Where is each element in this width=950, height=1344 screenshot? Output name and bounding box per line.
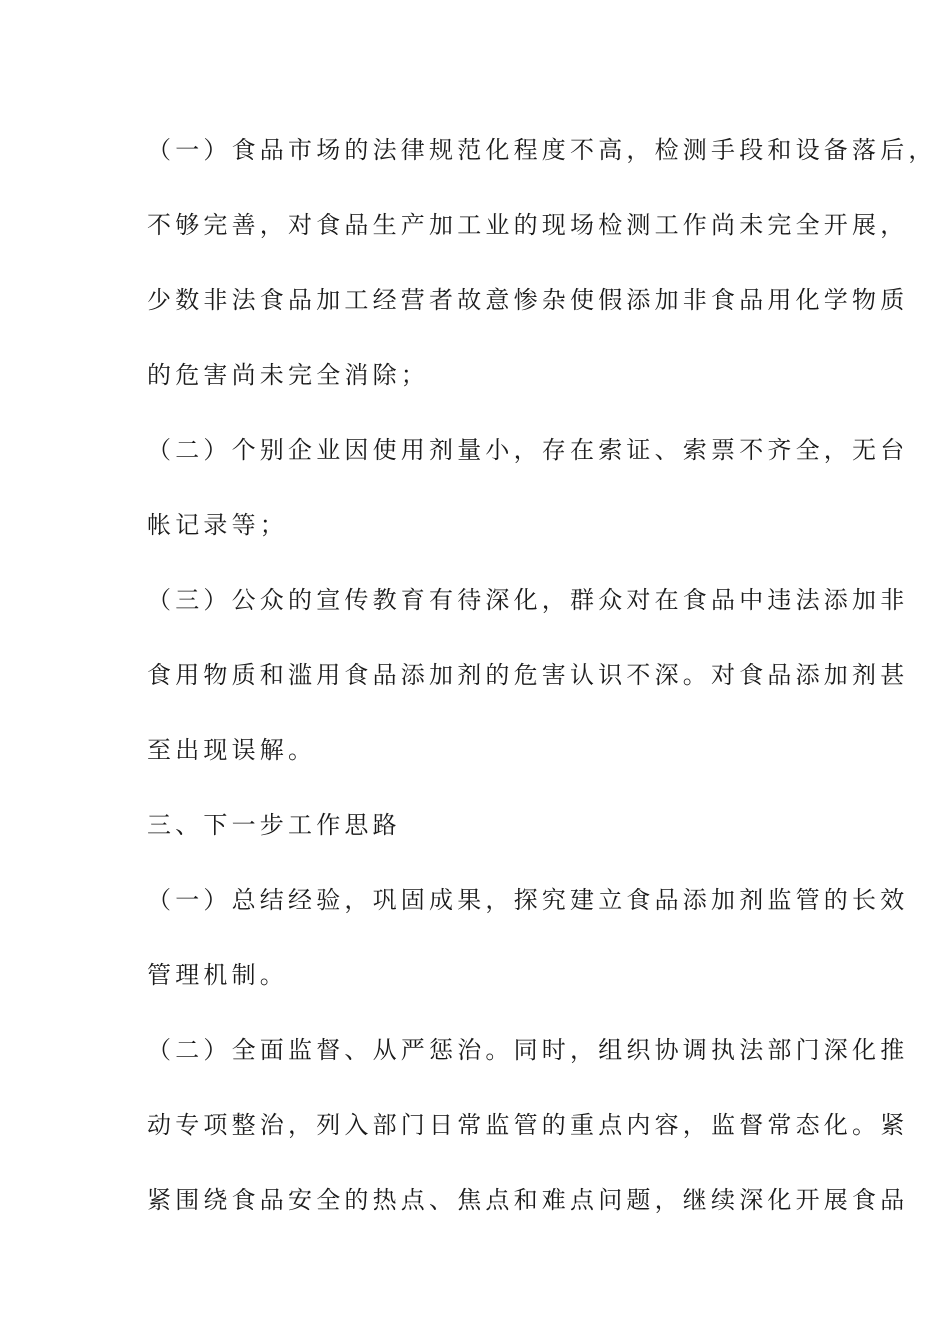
text-line: 动专项整治，列入部门日常监管的重点内容，监督常态化。紧 — [147, 1111, 909, 1139]
text-line: 的危害尚未完全消除； — [147, 361, 429, 389]
text-line: 至出现误解。 — [147, 736, 317, 764]
text-line: 少数非法食品加工经营者故意惨杂使假添加非食品用化学物质 — [147, 286, 909, 314]
text-line: （一）食品市场的法律规范化程度不高，检测手段和设备落后， — [147, 136, 937, 164]
text-line: 紧围绕食品安全的热点、焦点和难点问题，继续深化开展食品 — [147, 1186, 909, 1214]
text-line: （二）全面监督、从严惩治。同时，组织协调执法部门深化推 — [147, 1036, 909, 1064]
text-line: （一）总结经验，巩固成果，探究建立食品添加剂监管的长效 — [147, 886, 909, 914]
text-line: （二）个别企业因使用剂量小，存在索证、索票不齐全，无台 — [147, 436, 909, 464]
text-line: （三）公众的宣传教育有待深化，群众对在食品中违法添加非 — [147, 586, 909, 614]
text-line: 管理机制。 — [147, 961, 288, 989]
text-line: 不够完善，对食品生产加工业的现场检测工作尚未完全开展， — [147, 211, 909, 239]
section-heading: 三、下一步工作思路 — [147, 811, 401, 839]
text-line: 帐记录等； — [147, 511, 288, 539]
text-line: 食用物质和滥用食品添加剂的危害认识不深。对食品添加剂甚 — [147, 661, 909, 689]
